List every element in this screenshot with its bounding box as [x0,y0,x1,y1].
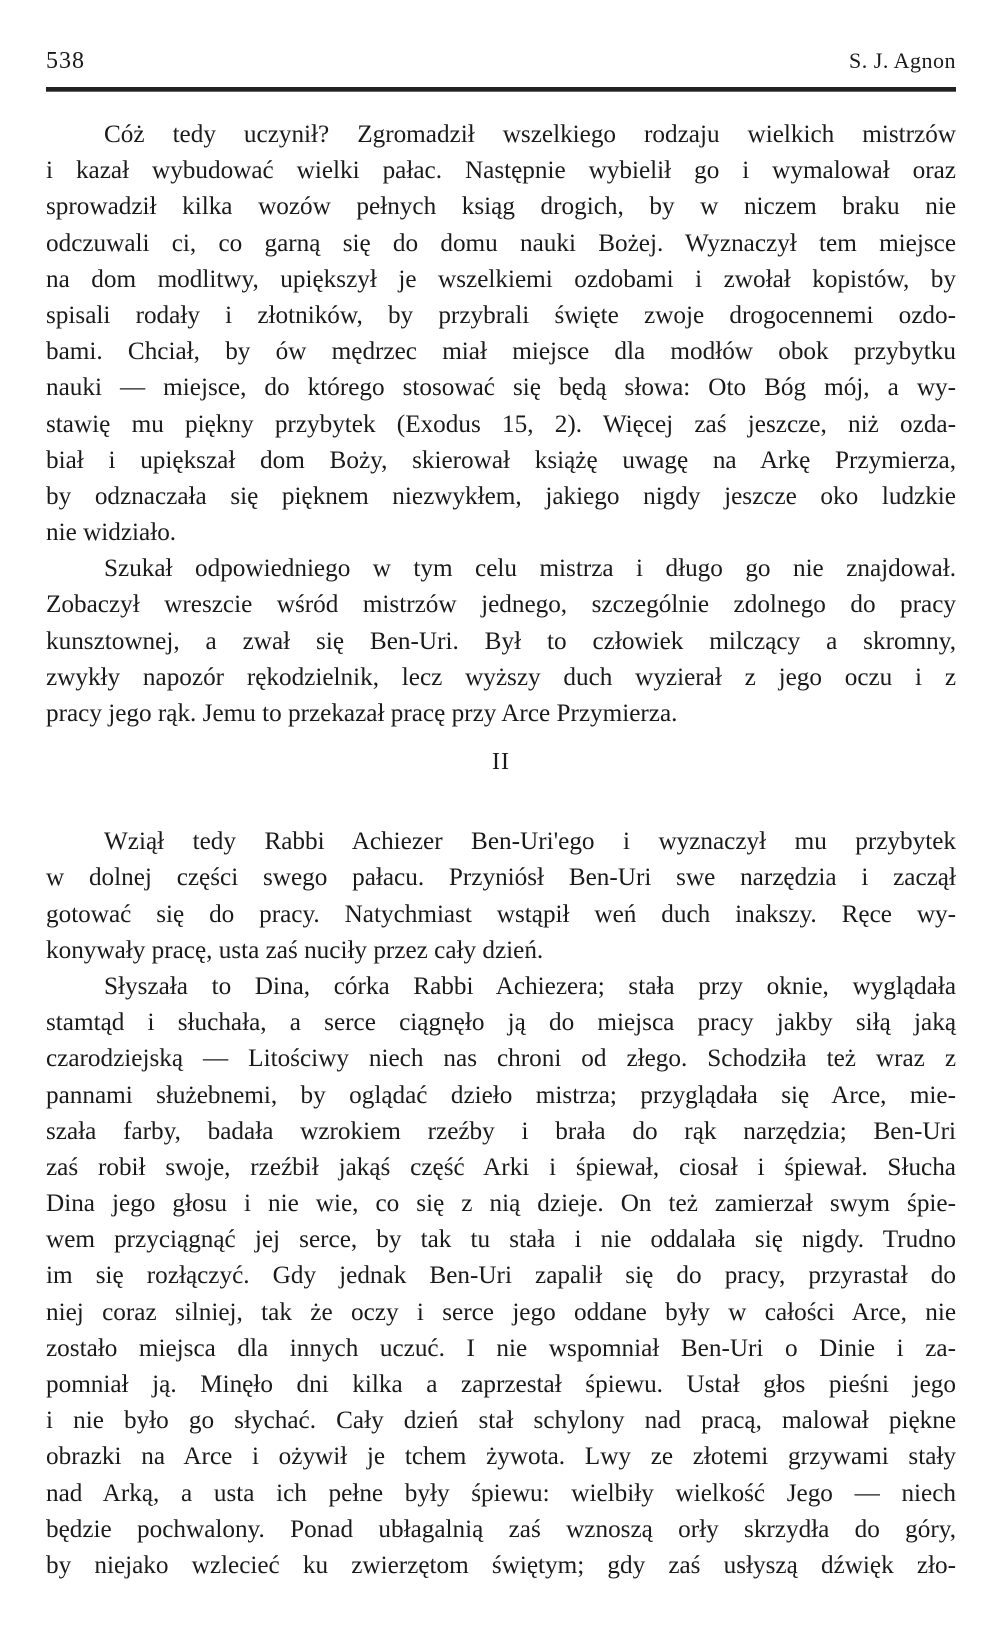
text-line: by odznaczała się pięknem niezwykłem, jakiego nigdy jeszcze oko ludzkie [46,482,956,510]
text-line: odczuwali ci, co garną się do domu nauki Bożej. Wyznaczył tem miejsce [46,229,956,257]
page-header [46,42,956,78]
text-line: Zobaczył wreszcie wśród mistrzów jednego, szczególnie zdolnego do pracy [46,591,956,619]
text-line: pomniał ją. Minęło dni kilka a zaprzestał śpiewu. Ustał głos pieśni jego [46,1371,956,1398]
text-line: obrazki na Arce i ożywił je tchem żywota. Lwy ze złotemi grzywami stały [46,1443,956,1471]
text-line: nie widziało. [46,519,177,547]
text-line: wem przyciągnąć jej serce, by tak tu stała i nie oddalała się nigdy. Trudno [46,1226,956,1254]
text-line: i nie było go słychać. Cały dzień stał schylony nad pracą, malował piękne [46,1407,956,1435]
text-line: spisali rodały i złotników, by przybrali święte zwoje drogocennemi ozdo- [46,301,956,329]
text-line: Wziął tedy Rabbi Achiezer Ben-Uri'ego i wyznaczył mu przybytek [104,828,956,856]
text-line: w dolnej części swego pałacu. Przyniósł Ben-Uri swe narzędzia i zaczął [46,864,956,892]
text-line: Cóż tedy uczynił? Zgromadził wszelkiego rodzaju wielkich mistrzów [104,121,956,148]
text-line: sprowadził kilka wozów pełnych ksiąg drogich, by w niczem braku nie [46,193,956,221]
text-line: i kazał wybudować wielki pałac. Następnie wybielił go i wymalował oraz [46,157,956,185]
text-line: by niejako wzlecieć ku zwierzętom świętym; gdy zaś usłyszą dźwięk zło- [46,1551,956,1579]
text-line: czarodziejską — Litościwy niech nas chroni od złego. Schodziła też wraz z [46,1045,956,1073]
text-line: szała farby, badała wzrokiem rzeźby i brała do rąk narzędzia; Ben-Uri [46,1117,956,1145]
text-line: zostało miejsca dla innych uczuć. I nie wspomniał Ben-Uri o Dinie i za- [46,1334,956,1362]
running-head-author: S. J. Agnon [849,48,956,73]
text-line: Dina jego głosu i nie wie, co się z nią dzieje. On też zamierzał swym śpie- [46,1190,956,1218]
text-line: kunsztownej, a zwał się Ben-Uri. Był to człowiek milczący a skromny, [46,627,956,655]
section-heading: II [492,749,510,776]
section-spacer [46,792,956,824]
text-line: nad Arką, a usta ich pełne były śpiewu: wielbiły wielkość Jego — niech [46,1479,956,1507]
header-rule [46,87,956,92]
text-line: stamtąd i słuchała, a serce ciągnęło ją do miejsca pracy jakby siłą jaką [46,1009,956,1037]
text-line: konywały pracę, usta zaś nuciły przez cały dzień. [46,936,544,964]
text-line: pracy jego rąk. Jemu to przekazał pracę przy Arce Przymierza. [46,700,678,727]
text-line: Szukał odpowiedniego w tym celu mistrza i długo go nie znajdował. [104,555,956,583]
text-line: stawię mu piękny przybytek (Exodus 15, 2). Więcej zaś jeszcze, niż ozda- [46,410,956,438]
text-line: nauki — miejsce, do którego stosować się będą słowa: Oto Bóg mój, a wy- [46,374,956,402]
text-line: zwykły napozór rękodzielnik, lecz wyższy duch wyzierał z jego oczu i z [46,663,956,691]
text-line: zaś robił swoje, rzeźbił jakąś część Arki i śpiewał, ciosał i śpiewał. Słucha [46,1153,956,1181]
text-line: pannami służebnemi, by oglądać dzieło mistrza; przyglądała się Arce, mie- [46,1081,956,1109]
text-line: Słyszała to Dina, córka Rabbi Achiezera; stała przy oknie, wyglądała [104,972,956,1000]
text-line: gotować się do pracy. Natychmiast wstąpił weń duch inakszy. Ręce wy- [46,900,956,928]
page-number: 538 [46,48,85,74]
body-text [46,117,956,1584]
text-line: biał i upiększał dom Boży, skierował książę uwagę na Arkę Przymierza, [46,446,956,474]
text-line: im się rozłączyć. Gdy jednak Ben-Uri zapalił się do pracy, przyrastał do [46,1262,956,1290]
text-line: na dom modlitwy, upiększył je wszelkiemi ozdobami i zwołał kopistów, by [46,265,956,293]
text-line: bami. Chciał, by ów mędrzec miał miejsce dla modłów obok przybytku [46,338,956,366]
text-line: niej coraz silniej, tak że oczy i serce jego oddane były w całości Arce, nie [46,1298,956,1326]
text-line: będzie pochwalony. Ponad ubłagalnią zaś wznoszą orły skrzydła do góry, [46,1515,956,1543]
